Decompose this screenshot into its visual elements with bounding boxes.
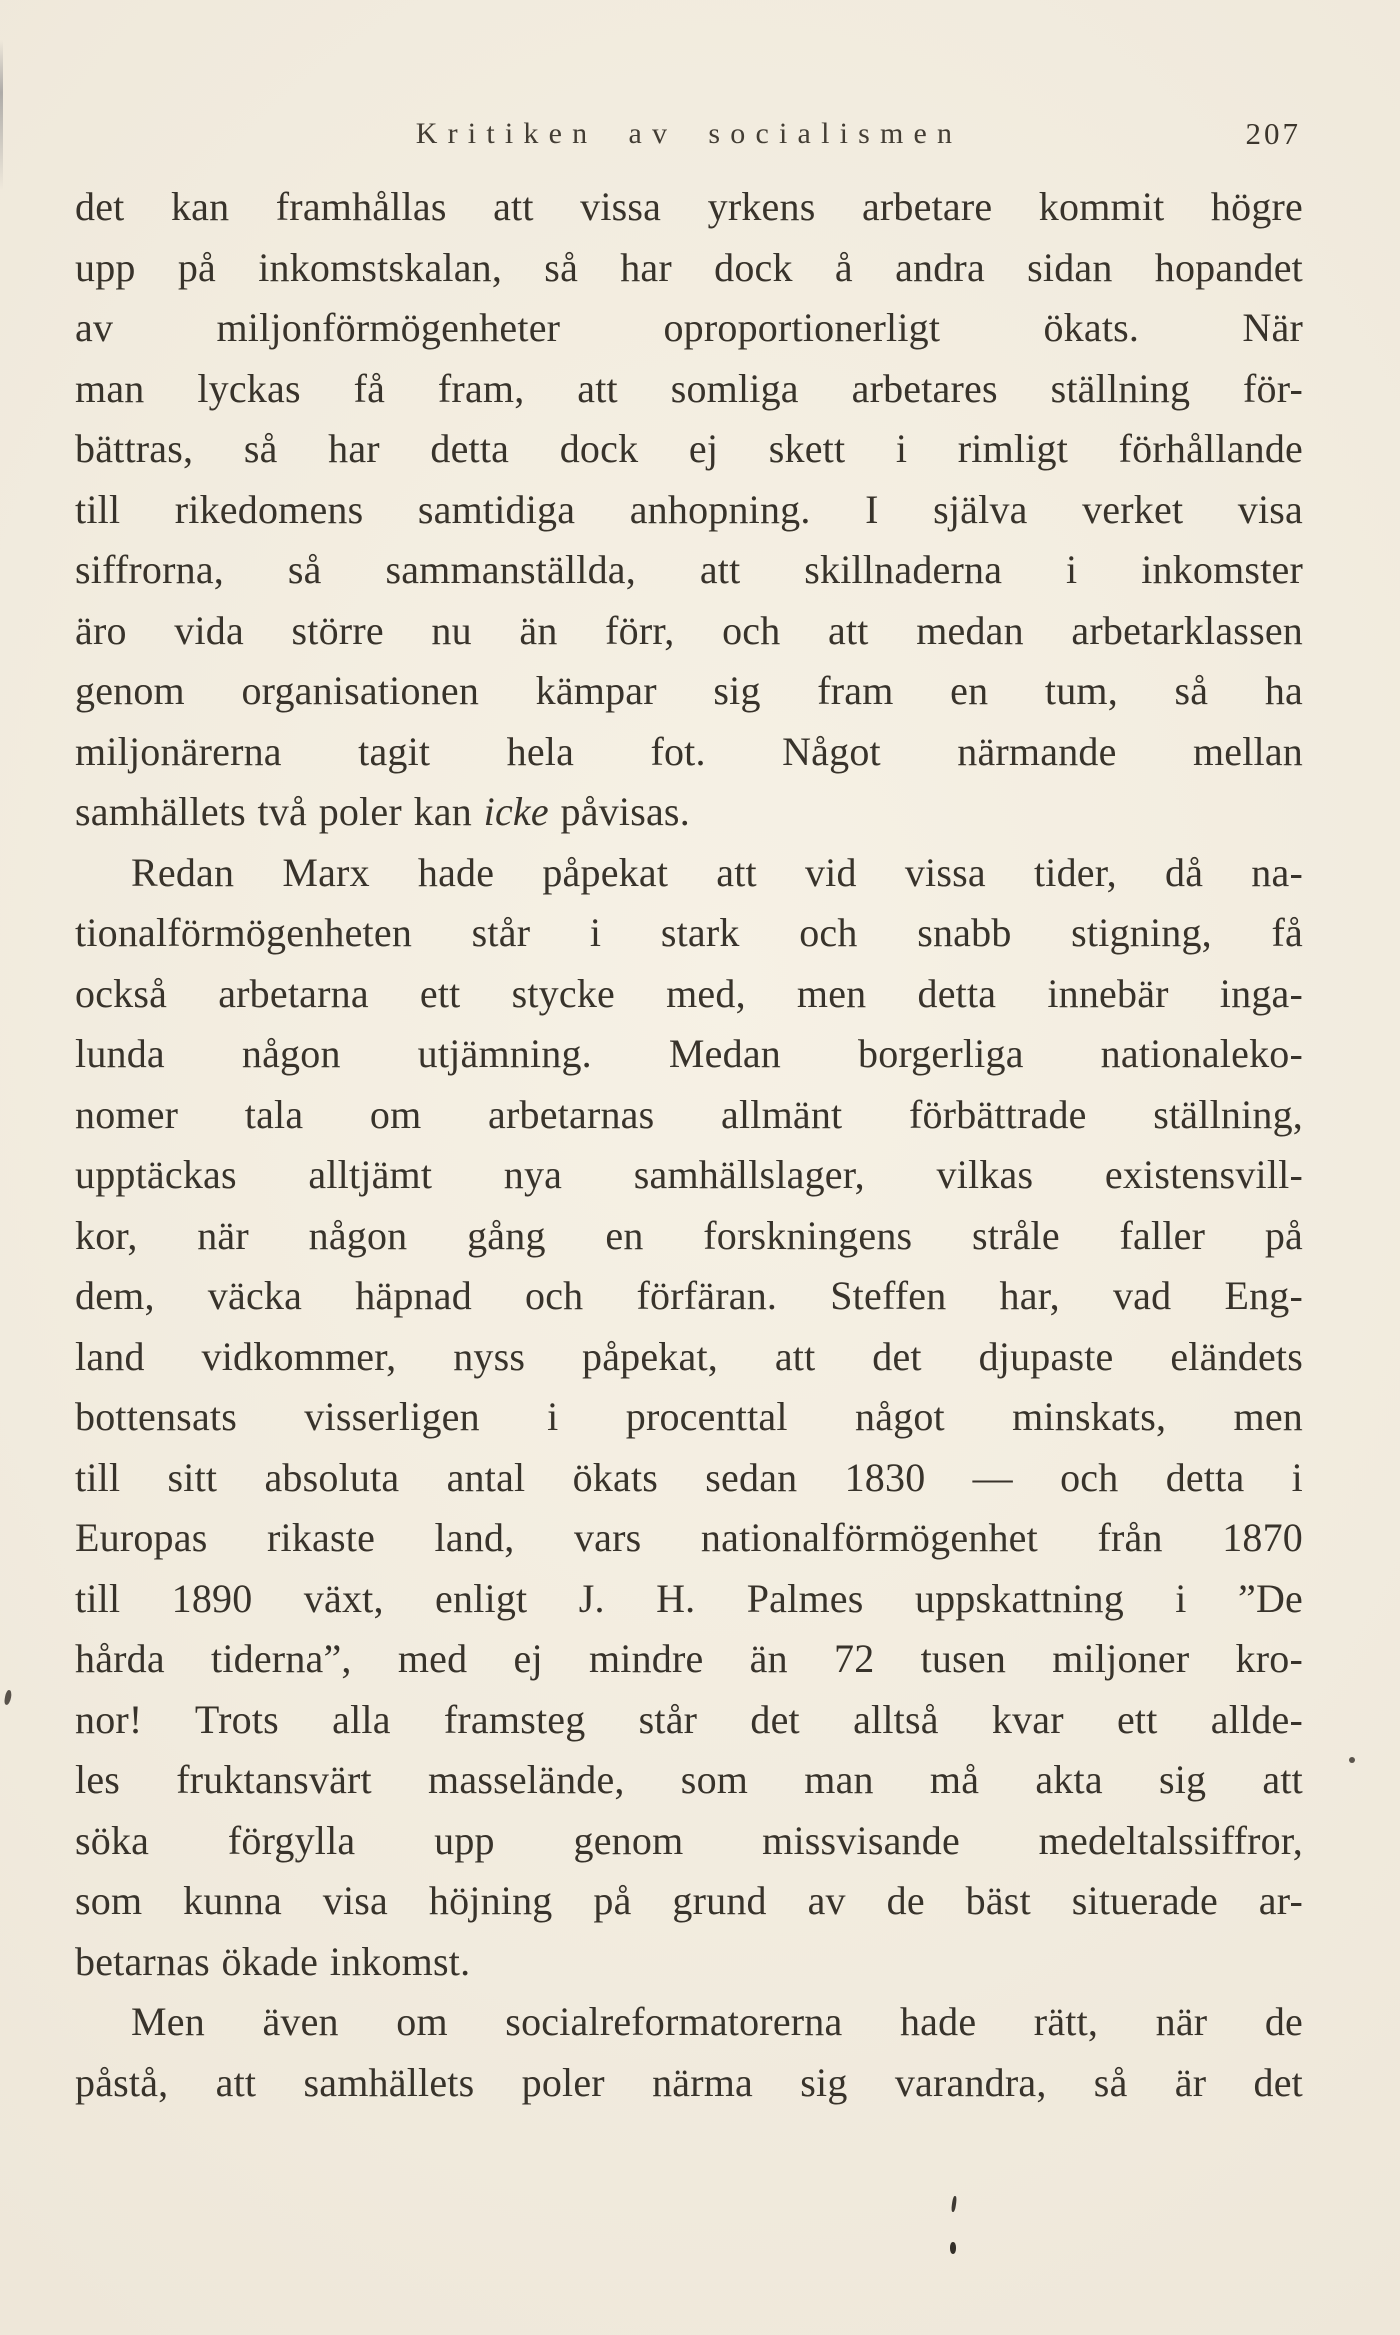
text-block	[75, 177, 1303, 2113]
body-line	[75, 1327, 1303, 1388]
text-segment: påstå, att samhällets poler närma sig varandra, så är det	[75, 2059, 1303, 2105]
text-segment: genom organisationen kämpar sig fram en tum, så ha	[75, 668, 1303, 713]
body-line	[75, 1750, 1303, 1811]
body-line	[75, 843, 1303, 904]
body-line	[75, 480, 1303, 541]
text-segment: söka förgylla upp genom missvisande medeltalssiffror,	[75, 1817, 1303, 1863]
body-line	[75, 177, 1303, 238]
text-segment: upptäckas alltjämt nya samhällslager, vilkas existensvill-	[75, 1152, 1303, 1197]
body-line	[75, 1145, 1303, 1206]
body-line	[75, 1024, 1303, 1085]
text-segment: till sitt absoluta antal ökats sedan 1830 — och detta i	[75, 1454, 1303, 1500]
text-segment: hårda tiderna”, med ej mindre än 72 tusen miljoner kro-	[75, 1636, 1303, 1681]
body-line	[75, 238, 1303, 299]
scan-speckle	[951, 2196, 957, 2212]
body-line	[75, 1387, 1303, 1448]
text-segment: Redan Marx hade påpekat att vid vissa tider, då na-	[131, 849, 1303, 895]
text-segment: äro vida större nu än förr, och att medan arbetarklassen	[75, 607, 1303, 653]
body-line	[75, 782, 1303, 843]
text-segment: till 1890 växt, enligt J. H. Palmes uppskattning i ”De	[75, 1575, 1303, 1621]
text-segment: av miljonförmögenheter oproportionerligt ökats. När	[75, 305, 1303, 350]
text-segment: också arbetarna ett stycke med, men detta innebär inga-	[75, 970, 1303, 1016]
text-segment: dem, väcka häpnad och förfäran. Steffen har, vad Eng-	[75, 1273, 1303, 1318]
running-head-title: Kritiken av socialismen	[415, 117, 963, 150]
body-line	[75, 601, 1303, 662]
body-line	[75, 1206, 1303, 1267]
text-segment: det kan framhållas att vissa yrkens arbetare kommit högre	[75, 184, 1303, 229]
text-segment: till rikedomens samtidiga anhopning. I själva verket visa	[75, 486, 1303, 532]
text-segment: påvisas.	[548, 789, 690, 834]
text-segment: nor! Trots alla framsteg står det alltså kvar ett allde-	[75, 1696, 1303, 1742]
body-line	[75, 964, 1303, 1025]
text-segment: samhällets två poler kan	[75, 789, 484, 834]
body-line	[75, 1508, 1303, 1569]
body-line	[75, 1690, 1303, 1751]
text-segment: man lyckas få fram, att somliga arbetares ställning för-	[75, 365, 1303, 411]
body-line	[75, 540, 1303, 601]
text-segment: upp på inkomstskalan, så har dock å andra sidan hopandet	[75, 244, 1303, 290]
scan-speckle	[4, 1690, 13, 1706]
text-segment: les fruktansvärt masselände, som man må akta sig att	[75, 1757, 1303, 1802]
italic-text-segment: icke	[483, 789, 549, 834]
text-segment: tionalförmögenheten står i stark och snabb stigning, få	[75, 910, 1303, 955]
text-segment: bättras, så har detta dock ej skett i rimligt förhållande	[75, 426, 1303, 471]
text-segment: lunda någon utjämning. Medan borgerliga nationaleko-	[75, 1031, 1303, 1076]
text-segment: bottensats visserligen i procenttal något minskats, men	[75, 1394, 1303, 1439]
body-line	[75, 1871, 1303, 1932]
body-line	[75, 298, 1303, 359]
text-segment: betarnas ökade inkomst.	[75, 1938, 471, 1984]
scan-edge-shadow	[0, 40, 3, 190]
text-segment: nomer tala om arbetarnas allmänt förbättrade ställning,	[75, 1091, 1303, 1137]
text-segment: land vidkommer, nyss påpekat, att det djupaste eländets	[75, 1333, 1303, 1379]
body-line	[75, 1085, 1303, 1146]
text-segment: som kunna visa höjning på grund av de bäst situerade ar-	[75, 1878, 1303, 1923]
text-segment: Men även om socialreformatorerna hade rätt, när de	[131, 1999, 1303, 2044]
page-number: 207	[1245, 116, 1301, 151]
text-segment: miljonärerna tagit hela fot. Något närmande mellan	[75, 728, 1303, 774]
body-line	[75, 2053, 1303, 2114]
body-line	[75, 1992, 1303, 2053]
body-line	[75, 1932, 1303, 1993]
body-line	[75, 359, 1303, 420]
running-head	[75, 112, 1303, 156]
body-line	[75, 722, 1303, 783]
body-line	[75, 1569, 1303, 1630]
body-line	[75, 661, 1303, 722]
text-segment: kor, när någon gång en forskningens stråle faller på	[75, 1212, 1303, 1258]
body-line	[75, 1448, 1303, 1509]
body-line	[75, 1811, 1303, 1872]
body-line	[75, 1629, 1303, 1690]
body-line	[75, 903, 1303, 964]
text-segment: Europas rikaste land, vars nationalförmögenhet från 1870	[75, 1515, 1303, 1560]
scan-speckle	[1349, 1757, 1355, 1763]
body-line	[75, 1266, 1303, 1327]
scan-speckle	[950, 2242, 956, 2254]
text-segment: siffrorna, så sammanställda, att skillnaderna i inkomster	[75, 547, 1303, 592]
body-line	[75, 419, 1303, 480]
